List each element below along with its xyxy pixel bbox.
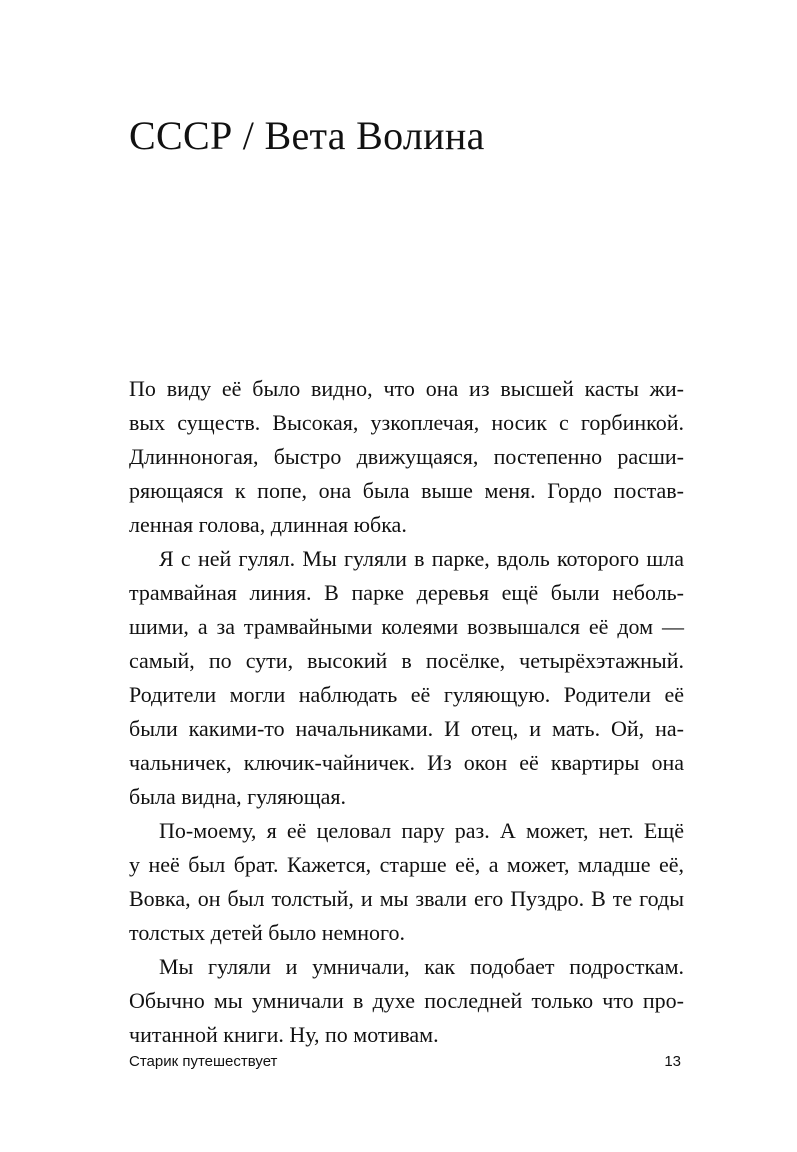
text-line: у неё был брат. Кажется, старше её, а может, младше её, (129, 852, 684, 877)
text-line: Я с ней гулял. Мы гуляли в парке, вдоль которого шла (159, 546, 684, 571)
text-line: Обычно мы умничали в духе последней только что про- (129, 988, 684, 1013)
text-line: Мы гуляли и умничали, как подобает подросткам. (159, 954, 684, 979)
text-line: ленная голова, длинная юбка. (129, 512, 407, 537)
text-line: По-моему, я её целовал пару раз. А может, нет. Ещё (159, 818, 684, 843)
page-number: 13 (664, 1053, 681, 1070)
text-line: трамвайная линия. В парке деревья ещё были неболь- (129, 580, 684, 605)
text-line: Длинноногая, быстро движущаяся, постепенно расши- (129, 444, 684, 469)
text-line: вых существ. Высокая, узкоплечая, носик с горбинкой. (129, 410, 684, 435)
body-text (129, 372, 684, 1052)
text-line: ряющаяся к попе, она была выше меня. Гордо постав- (129, 478, 684, 503)
text-line: чальничек, ключик-чайничек. Из окон её квартиры она (129, 750, 684, 775)
text-line: шими, а за трамвайными колеями возвышался её дом — (129, 614, 684, 639)
running-footer-book-title: Старик путешествует (129, 1053, 278, 1070)
text-line: Родители могли наблюдать её гуляющую. Родители её (129, 682, 684, 707)
text-line: была видна, гуляющая. (129, 784, 347, 809)
text-line: По виду её было видно, что она из высшей касты жи- (129, 376, 684, 401)
text-line: Вовка, он был толстый, и мы звали его Пуздро. В те годы (129, 886, 684, 911)
text-line: самый, по сути, высокий в посёлке, четырёхэтажный. (129, 648, 684, 673)
text-line: читанной книги. Ну, по мотивам. (129, 1022, 439, 1047)
chapter-title: СССР / Вета Волина (129, 113, 485, 158)
text-line: толстых детей было немного. (129, 920, 405, 945)
text-line: были какими-то начальниками. И отец, и мать. Ой, на- (129, 716, 684, 741)
